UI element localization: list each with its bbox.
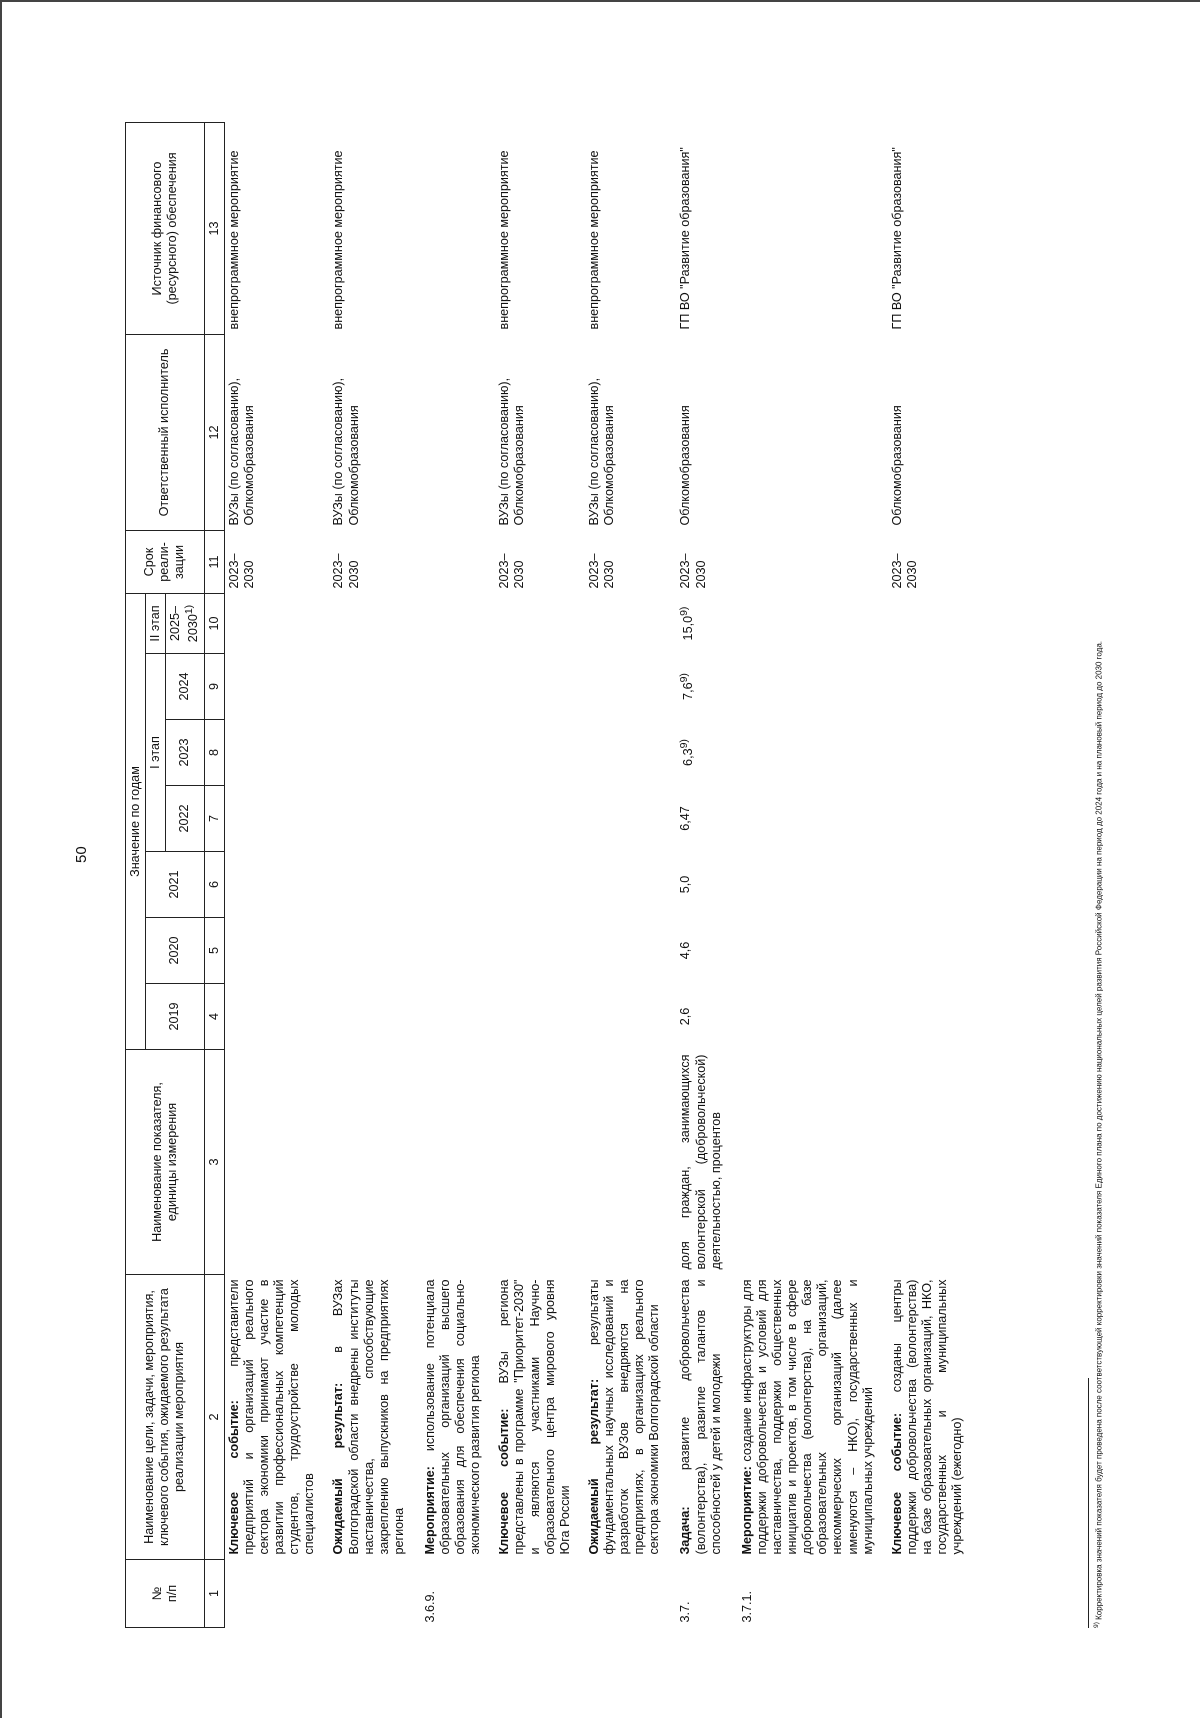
value-2022 [421, 786, 495, 852]
row-indicator [329, 1050, 421, 1275]
row-indicator: доля граждан, занимающихся волонтерской (добровольческой) деятельностью, процентов [678, 1054, 723, 1270]
row-label: Задача: [678, 1506, 693, 1555]
value-2021 [421, 852, 495, 918]
value-2023 [329, 720, 421, 786]
header-term: Срок реали-зации [126, 531, 205, 594]
value-2021 [888, 852, 978, 918]
row-indicator [585, 1050, 677, 1275]
value-2022 [495, 786, 585, 852]
value-2023 [888, 720, 978, 786]
value-2020 [888, 918, 978, 984]
value-2019 [329, 984, 421, 1050]
row-term [421, 531, 495, 594]
footnote-separator [1088, 1378, 1089, 1628]
value-2020 [738, 918, 888, 984]
header-stage1: I этап [146, 654, 166, 852]
row-source: внепрограммное мероприятие [331, 150, 346, 330]
header-stage2: II этап [146, 594, 166, 654]
value-2025 [329, 594, 421, 654]
value-2024 [224, 654, 329, 720]
row-term: 2023–2030 [586, 553, 617, 589]
header-num: № п/п [126, 1560, 205, 1628]
row-name [224, 1275, 329, 1560]
row-number: 3.6.9. [422, 1590, 437, 1623]
column-number: 13 [204, 123, 224, 335]
row-term: 2023–2030 [497, 553, 527, 589]
row-name [738, 1275, 888, 1560]
table-row [676, 123, 737, 1628]
row-indicator [738, 1050, 888, 1275]
header-2023: 2023 [166, 720, 204, 786]
row-source [421, 123, 495, 335]
column-number: 11 [204, 531, 224, 594]
row-term: 2023–2030 [331, 553, 361, 589]
value-2019 [224, 984, 329, 1050]
row-source: внепрограммное мероприятие [226, 150, 241, 330]
value-2023 [421, 720, 495, 786]
value-2020 [585, 918, 677, 984]
value-2019 [738, 984, 888, 1050]
row-text: создание инфраструктуры для поддержки добровольчества и условий для наставничества, поддержки общественных инициатив и проектов, в том числе в сфере добровольчества (волонтерства), на базе образовательных организаций, некоммерческих организаций (далее именуются – НКО), государственных и муниципальных учреждений [739, 1279, 875, 1555]
value-2025: 15,0$^{9)}$ [678, 606, 696, 641]
row-number [585, 1560, 677, 1628]
row-indicator [224, 1050, 329, 1275]
column-number: 5 [204, 918, 224, 984]
value-2025 [421, 594, 495, 654]
row-source: ГП ВО "Развитие образования" [678, 147, 693, 330]
value-2024 [585, 654, 677, 720]
header-source: Источник финансового (ресурсного) обеспечения [126, 123, 205, 335]
column-number: 1 [204, 1560, 224, 1628]
row-indicator [495, 1050, 585, 1275]
row-number: 3.7. [678, 1601, 693, 1623]
value-2022: 6,47 [678, 806, 693, 831]
header-name: Наименование цели, задачи, мероприятия, ключевого события, ожидаемого результата реализации мероприятия [126, 1275, 205, 1560]
value-2022 [888, 786, 978, 852]
value-2022 [224, 786, 329, 852]
value-2021 [585, 852, 677, 918]
header-2025-2030: 2025–2030$^{1)}$ [166, 594, 204, 654]
row-executor: ВУЗы (по согласованию), Облкомобразования [586, 377, 617, 526]
header-2020: 2020 [146, 918, 205, 984]
header-2021: 2021 [146, 852, 205, 918]
row-term: 2023–2030 [226, 553, 256, 589]
row-number [329, 1560, 421, 1628]
row-executor: ВУЗы (по согласованию), Облкомобразования [497, 377, 527, 526]
value-2024 [738, 654, 888, 720]
row-number [495, 1560, 585, 1628]
page-number: 50 [73, 846, 90, 863]
value-2025 [738, 594, 888, 654]
row-executor: ВУЗы (по согласованию), Облкомобразования [226, 377, 256, 526]
row-executor: Облкомобразования [678, 405, 693, 526]
row-label: Ожидаемый результат: [331, 1382, 346, 1555]
table-row [329, 123, 421, 1628]
value-2019 [585, 984, 677, 1050]
table-row [224, 123, 329, 1628]
value-2020 [224, 918, 329, 984]
row-source: внепрограммное мероприятие [586, 150, 601, 330]
column-number: 2 [204, 1275, 224, 1560]
row-indicator [888, 1050, 978, 1275]
column-number: 12 [204, 335, 224, 531]
row-number [224, 1560, 329, 1628]
table-row [495, 123, 585, 1628]
row-indicator [421, 1050, 495, 1275]
table-row [585, 123, 677, 1628]
value-2023 [738, 720, 888, 786]
header-2019: 2019 [146, 984, 205, 1050]
row-source [738, 123, 888, 335]
column-number: 8 [204, 720, 224, 786]
column-number: 6 [204, 852, 224, 918]
value-2021 [224, 852, 329, 918]
column-number-row [204, 123, 224, 1628]
row-name [888, 1275, 978, 1560]
value-2025 [585, 594, 677, 654]
header-indicator: Наименование показателя, единицы измерения [126, 1050, 205, 1275]
row-text: представители предприятий и организаций реального сектора экономики принимают участие в развитии профессиональных компетенций студентов, трудоустройстве молодых специалистов [226, 1279, 317, 1555]
value-2020 [421, 918, 495, 984]
row-label: Мероприятие: [739, 1466, 754, 1555]
column-number: 4 [204, 984, 224, 1050]
value-2022 [585, 786, 677, 852]
value-2019 [888, 984, 978, 1050]
value-2024 [495, 654, 585, 720]
value-2022 [738, 786, 888, 852]
header-2024: 2024 [166, 654, 204, 720]
row-label: Ключевое событие: [226, 1400, 241, 1555]
value-2023 [585, 720, 677, 786]
row-name [329, 1275, 421, 1560]
row-number [888, 1560, 978, 1628]
table-row [738, 123, 888, 1628]
row-name [495, 1275, 585, 1560]
value-2019: 2,6 [678, 1007, 693, 1026]
row-source: ГП ВО "Развитие образования" [889, 147, 904, 330]
row-text: развитие добровольчества (волонтерства), развитие талантов и способностей у детей и молодежи [678, 1279, 723, 1555]
row-label: Ожидаемый результат: [586, 1378, 601, 1555]
value-2021 [738, 852, 888, 918]
row-source: внепрограммное мероприятие [497, 150, 512, 330]
row-label: Ключевое событие: [889, 1412, 904, 1555]
row-name [676, 1275, 737, 1560]
value-2023 [224, 720, 329, 786]
row-term: 2023–2030 [889, 553, 919, 589]
header-executor: Ответственный исполнитель [126, 335, 205, 531]
value-2021 [495, 852, 585, 918]
value-2024 [421, 654, 495, 720]
header-values-group: Значение по годам [126, 594, 146, 1050]
row-executor: Облкомобразования [889, 405, 904, 526]
column-number: 3 [204, 1050, 224, 1275]
table-row [421, 123, 495, 1628]
row-label: Ключевое событие: [497, 1408, 512, 1555]
header-2022: 2022 [166, 786, 204, 852]
row-text: результаты фундаментальных научных исследований и разработок ВУЗов внедряются на предприятиях, в организациях реального сектора экономики Волгоградской области [586, 1279, 662, 1555]
value-2025 [888, 594, 978, 654]
row-term [738, 531, 888, 594]
value-2020: 4,6 [678, 941, 693, 960]
row-executor: ВУЗы (по согласованию), Облкомобразования [331, 377, 361, 526]
value-2019 [421, 984, 495, 1050]
value-2022 [329, 786, 421, 852]
row-executor [421, 335, 495, 531]
column-number: 10 [204, 594, 224, 654]
value-2021: 5,0 [678, 875, 693, 894]
value-2023: 6,3$^{9)}$ [678, 739, 696, 766]
row-executor [738, 335, 888, 531]
row-text: созданы центры поддержки добровольчества (волонтерства) на базе образовательных организаций, НКО, государственных и муниципальных учреждений (ежегодно) [889, 1279, 965, 1555]
value-2024 [329, 654, 421, 720]
column-number: 9 [204, 654, 224, 720]
value-2025 [495, 594, 585, 654]
row-text: использование потенциала образовательных организаций высшего образования для обеспечения социально-экономического развития региона [422, 1279, 483, 1555]
value-2024 [888, 654, 978, 720]
row-text: в ВУЗах Волгоградской области внедрены институты наставничества, способствующие закреплению выпускников на предприятиях региона [331, 1279, 406, 1555]
plan-table [125, 122, 977, 1628]
value-2023 [495, 720, 585, 786]
row-label: Мероприятие: [422, 1466, 437, 1555]
row-text: ВУЗы региона представлены в программе "Приоритет-2030" и являются участниками Научно-образовательного центра мирового уровня Юга России [497, 1279, 572, 1555]
row-name [421, 1275, 495, 1560]
value-2019 [495, 984, 585, 1050]
value-2021 [329, 852, 421, 918]
table-row [888, 123, 978, 1628]
row-name [585, 1275, 677, 1560]
row-term: 2023–2030 [678, 553, 708, 589]
value-2020 [329, 918, 421, 984]
value-2020 [495, 918, 585, 984]
value-2025 [224, 594, 329, 654]
row-number: 3.7.1. [739, 1590, 754, 1623]
column-number: 7 [204, 786, 224, 852]
value-2024: 7,6$^{9)}$ [678, 673, 696, 700]
footnote: $^{9)}$ Корректировка значений показателя будет проведена после соответствующей корректировки значений показателя Единого плана по достижению национальных целей развития Российской Федерации на период до 2024 года и на плановый период до 2030 года. [1093, 640, 1104, 1628]
